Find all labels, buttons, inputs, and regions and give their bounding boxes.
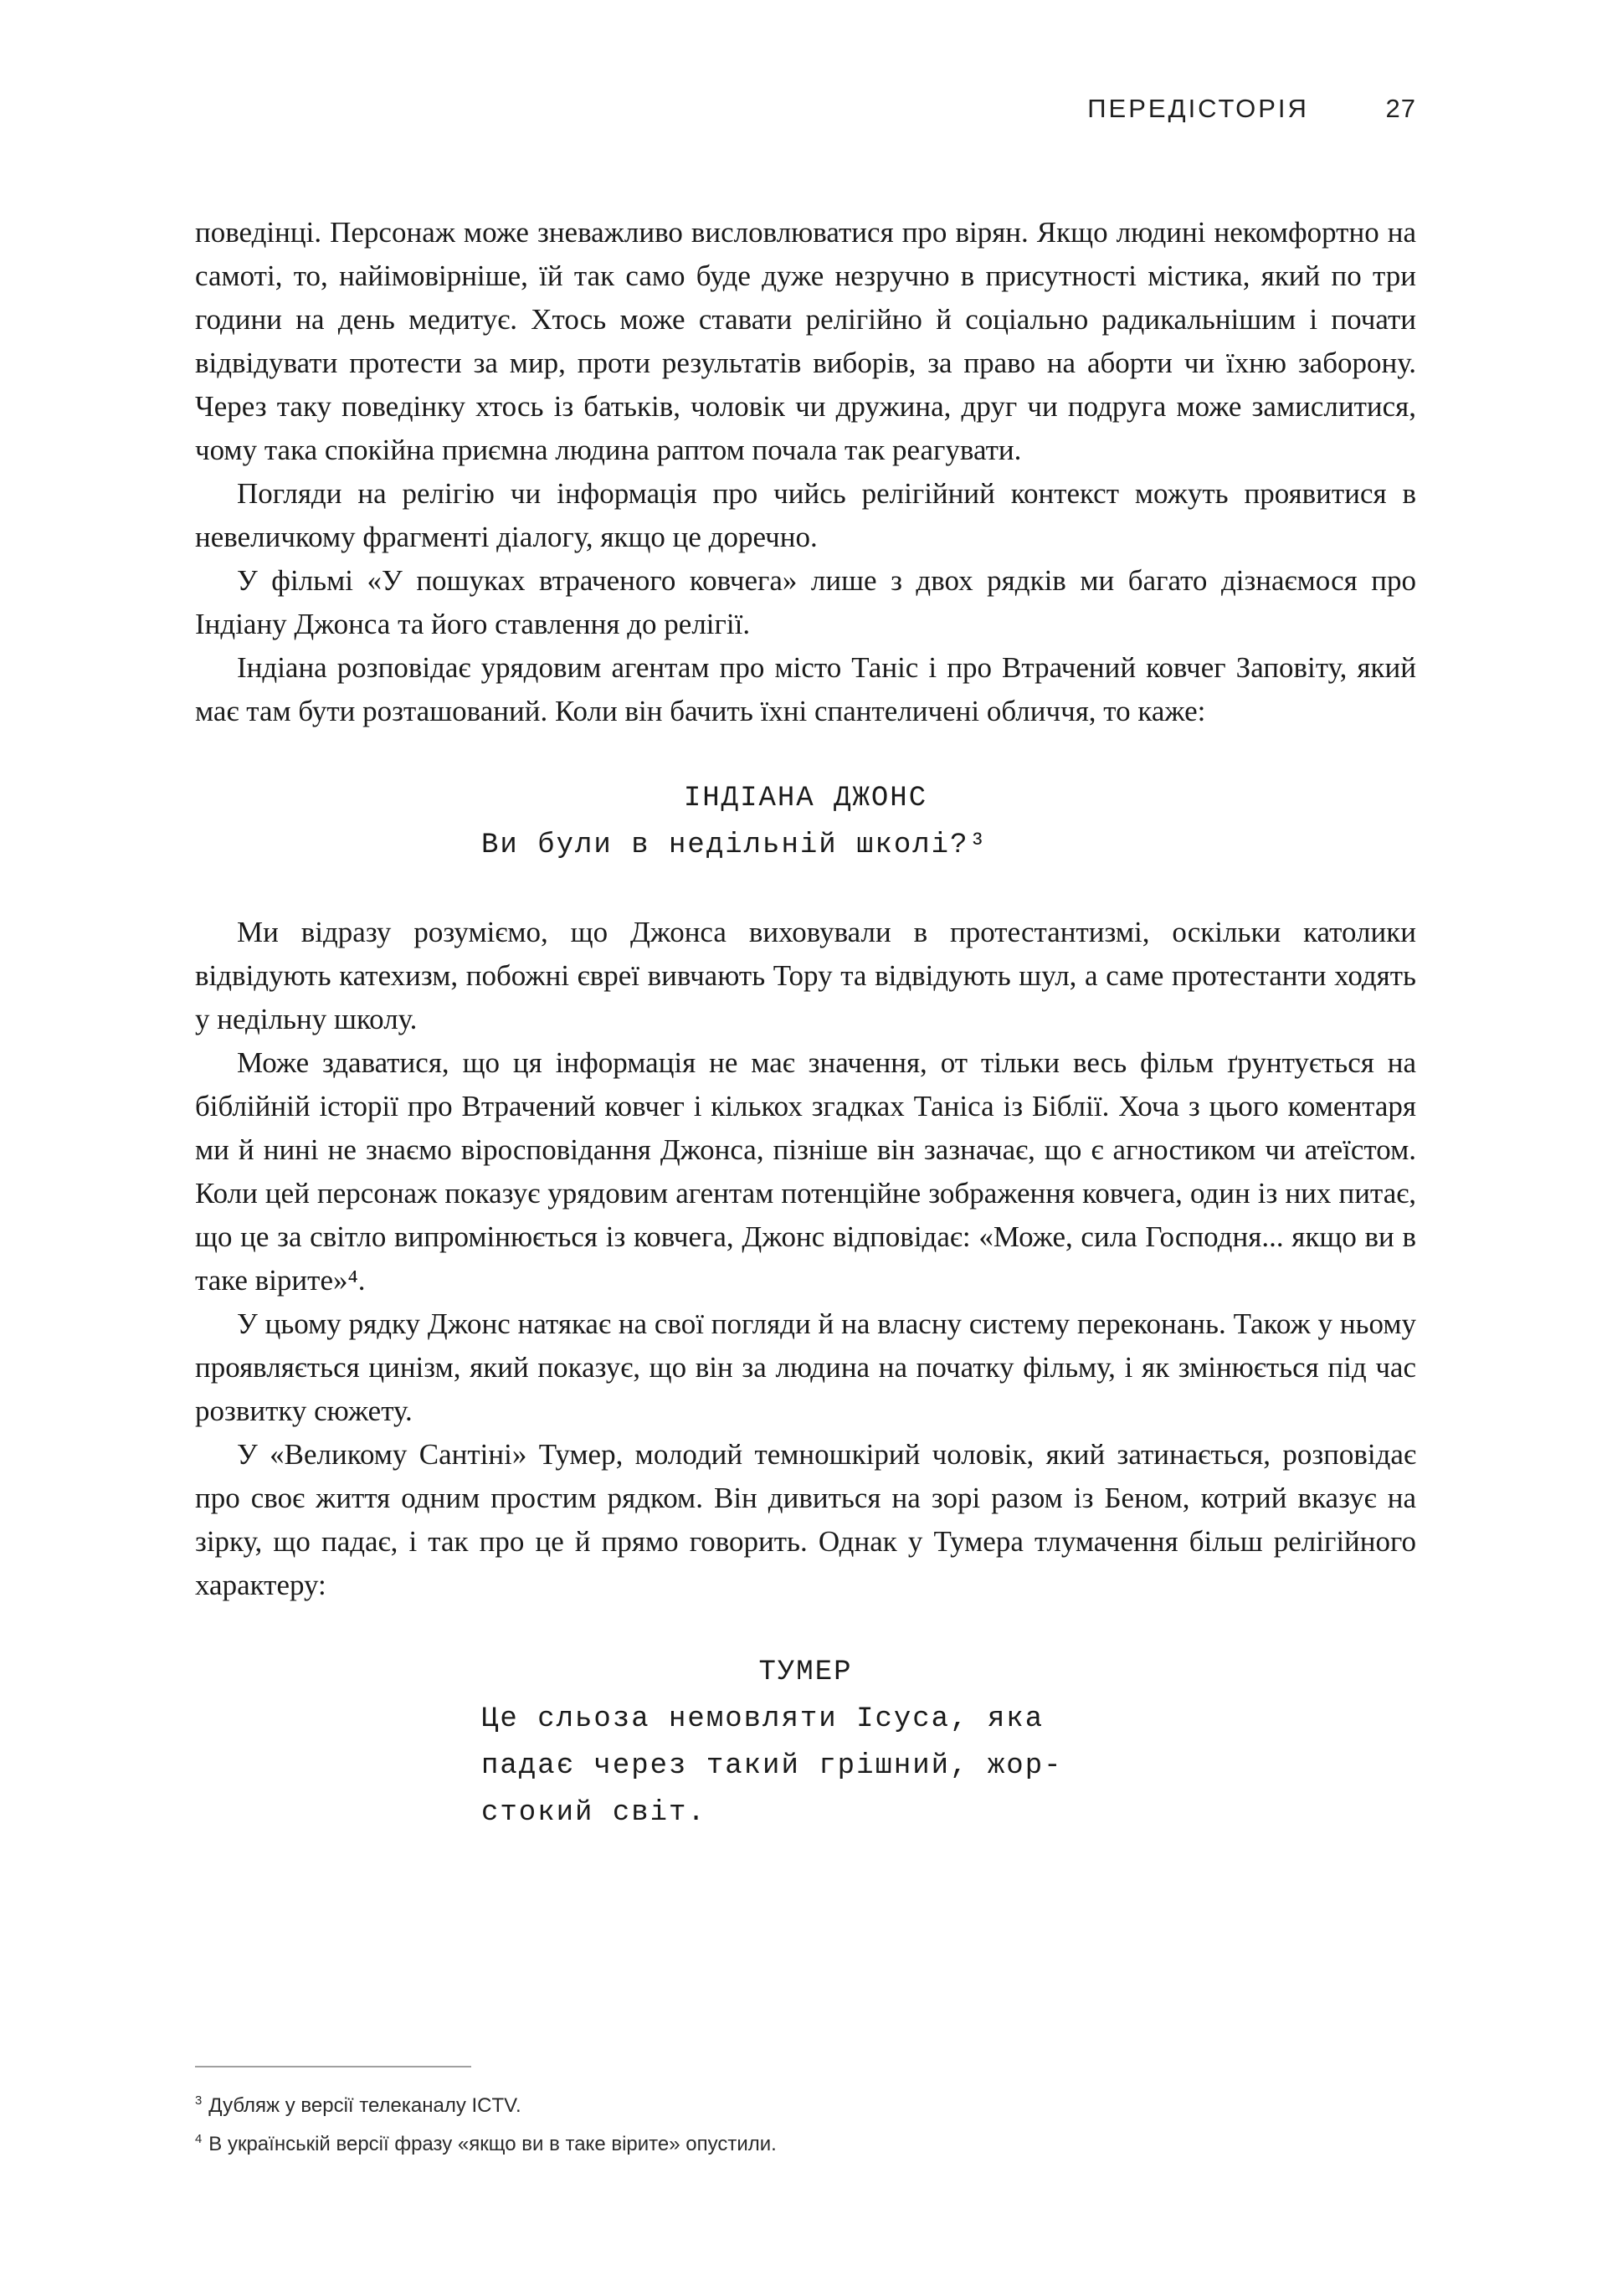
footnote-marker: 3: [195, 2094, 203, 2108]
page-header: [195, 94, 1416, 124]
footnote-separator: [195, 2066, 471, 2067]
paragraph-8: У «Великому Сантіні» Тумер, молодий темношкірий чоловік, який затинається, розповідає про своє життя одним простим рядком. Він дивиться на зорі разом із Беном, котрий вказує на зірку, що падає, і так про це й прямо говорить. Однак у Тумера тлумачення більш релігійного характеру:: [195, 1438, 1416, 1601]
paragraph-1: поведінці. Персонаж може зневажливо висловлюватися про вірян. Якщо людині некомфортно на самоті, то, найімовірніше, їй так само буде дуже незручно в присутності містика, який по три години на день медитує. Хтось може ставати релігійно й соціально радикальнішим і почати відвідувати протести за мир, проти результатів виборів, за право на аборти чи їхню заборону. Через таку поведінку хтось із батьків, чоловік чи дружина, друг чи подруга може замислитися, чому така спокійна приємна людина раптом почала так реагувати.: [195, 216, 1416, 466]
paragraph-6: Може здаватися, що ця інформація не має значення, от тільки весь фільм ґрунтується на біблійній історії про Втрачений ковчег і кількох згадках Таніса із Біблії. Хоча з цього коментаря ми й нині не знаємо віросповідання Джонса, пізніше він зазначає, що є агностиком чи атеїстом. Коли цей персонаж показує урядовим агентам потенційне зображення ковчега, один із них питає, що це за світло випромінюється із ковчега, Джонс відповідає: «Може, сила Господня... якщо ви в таке вірите»⁴.: [195, 1046, 1416, 1297]
screenplay-character-name: ІНДІАНА ДЖОНС: [683, 783, 928, 814]
body-text: [195, 211, 1416, 1878]
paragraph-2: Погляди на релігію чи інформація про чийсь релігійний контекст можуть проявитися в невеличкому фрагменті діалогу, якщо це доречно.: [195, 477, 1416, 553]
screenplay-dialogue-line: Це сльоза немовляти Ісуса, яка: [481, 1703, 1045, 1735]
paragraph-7: У цьому рядку Джонс натякає на свої погляди й на власну систему переконань. Також у ньому проявляється цинізм, який показує, що він за людина на початку фільму, і як змінюється під час розвитку сюжету.: [195, 1307, 1416, 1427]
footnote-marker: 4: [195, 2133, 203, 2146]
footnote-text: Дубляж у версії телеканалу ICTV.: [208, 2094, 521, 2117]
screenplay-character-name: ТУМЕР: [758, 1657, 853, 1688]
page-number: 27: [1385, 94, 1416, 123]
screenplay-dialogue-line: Ви були в недільній школі?³: [481, 830, 988, 861]
footnote: [195, 2084, 1416, 2123]
paragraph-4: Індіана розповідає урядовим агентам про місто Таніс і про Втрачений ковчег Заповіту, який має там бути розташований. Коли він бачить їхні спантеличені обличчя, то каже:: [195, 651, 1416, 727]
screenplay-excerpt-toomer: [195, 1649, 1416, 1836]
footnotes-section: [195, 2066, 1416, 2161]
paragraph-5: Ми відразу розуміємо, що Джонса виховували в протестантизмі, оскільки католики відвідують катехизм, побожні євреї вивчають Тору та відвідують шул, а саме протестанти ходять у недільну школу.: [195, 916, 1416, 1035]
footnote-text: В українській версії фразу «якщо ви в таке вірите» опустили.: [208, 2133, 777, 2155]
paragraph-3: У фільмі «У пошуках втраченого ковчега» лише з двох рядків ми багато дізнаємося про Індіану Джонса та його ставлення до релігії.: [195, 564, 1416, 640]
footnote: [195, 2123, 1416, 2161]
screenplay-dialogue-line: стокий світ.: [481, 1797, 706, 1829]
screenplay-dialogue-line: падає через такий грішний, жор-: [481, 1750, 1063, 1782]
chapter-title: ПЕРЕДІСТОРІЯ: [1087, 94, 1309, 123]
screenplay-excerpt-indiana-jones: [195, 775, 1416, 869]
